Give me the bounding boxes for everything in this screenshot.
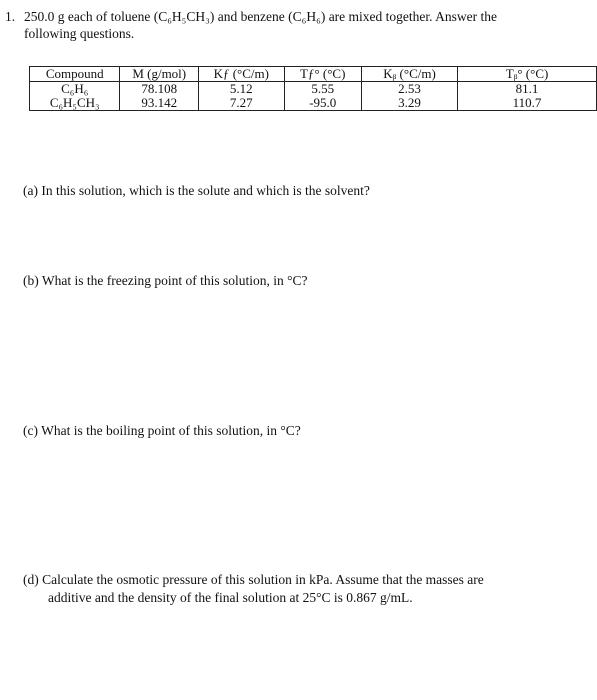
part-b-question: (b) What is the freezing point of this solution, in °C?: [23, 273, 308, 288]
part-d-question-line2: additive and the density of the final solution at 25°C is 0.867 g/mL.: [48, 590, 413, 605]
cell-kb: 2.53: [361, 82, 457, 97]
header-tb: Tᵦ° (°C): [458, 67, 597, 82]
part-d-question-line1: (d) Calculate the osmotic pressure of this solution in kPa. Assume that the masses are: [23, 572, 484, 587]
question-stem-line1: 250.0 g each of toluene (C₆H₅CH₃) and benzene (C₆H₆) are mixed together. Answer the: [24, 9, 498, 24]
part-c-question: (c) What is the boiling point of this solution, in °C?: [23, 423, 301, 438]
cell-molar-mass: 93.142: [120, 96, 199, 111]
table-row: [30, 96, 597, 111]
cell-kf: 5.12: [199, 82, 284, 97]
cell-tf: 5.55: [284, 82, 361, 97]
cell-kb: 3.29: [361, 96, 457, 111]
header-molar-mass: M (g/mol): [120, 67, 199, 82]
header-kf: Kƒ (°C/m): [199, 67, 284, 82]
table-header-row: [30, 67, 597, 82]
question-stem: [24, 8, 584, 42]
header-compound: Compound: [30, 67, 120, 82]
question-stem-line2: following questions.: [24, 26, 135, 41]
cell-tb: 81.1: [458, 82, 597, 97]
question-number: 1.: [5, 9, 16, 24]
cell-compound: C₆H₆: [30, 82, 120, 97]
table-row: [30, 82, 597, 97]
header-kb: Kᵦ (°C/m): [361, 67, 457, 82]
cell-tf: -95.0: [284, 96, 361, 111]
cell-molar-mass: 78.108: [120, 82, 199, 97]
part-a-question: (a) In this solution, which is the solute and which is the solvent?: [23, 183, 370, 198]
cell-compound: C₆H₅CH₃: [30, 96, 120, 111]
data-table: [29, 66, 597, 111]
header-tf: Tƒ° (°C): [284, 67, 361, 82]
cell-tb: 110.7: [458, 96, 597, 111]
cell-kf: 7.27: [199, 96, 284, 111]
